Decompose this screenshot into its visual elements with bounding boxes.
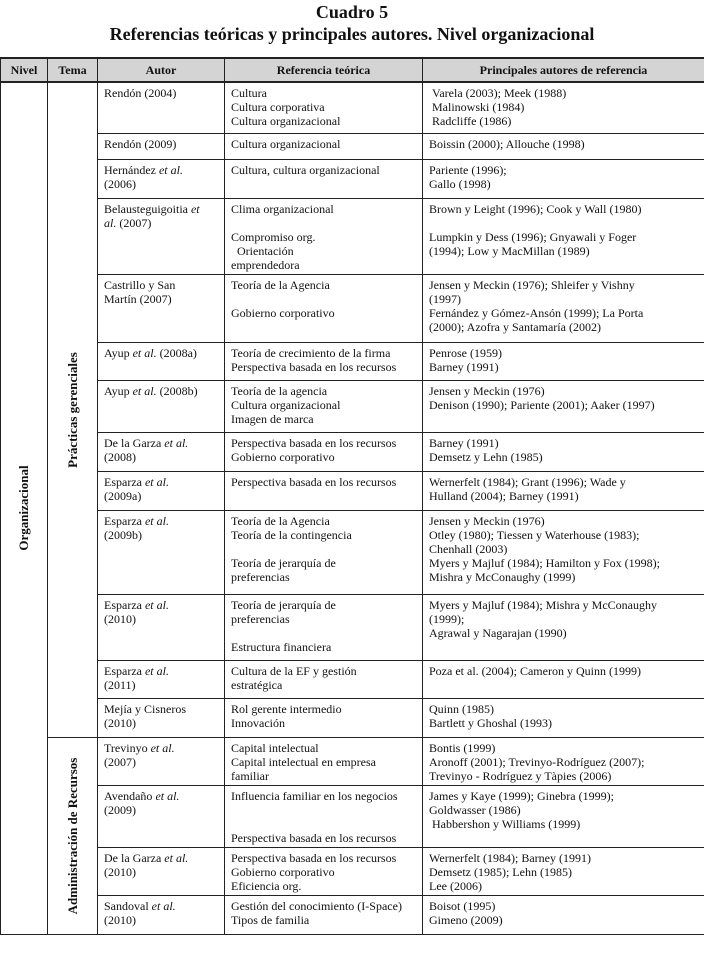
cell-line: Agrawal y Nagarajan (1990) xyxy=(429,625,567,640)
autores-cell xyxy=(423,785,704,847)
cell-line: Wernerfelt (1984); Barney (1991) xyxy=(429,850,591,865)
referencia-cell xyxy=(225,82,423,133)
autor-cell xyxy=(98,82,225,133)
autores-cell xyxy=(423,847,704,895)
cell-line: Belausteguigoitia et xyxy=(104,201,200,216)
table-row xyxy=(1,847,704,895)
cell-line: Esparza et al. xyxy=(104,513,169,528)
autores-cell xyxy=(423,895,704,934)
autor-cell xyxy=(98,847,225,895)
referencia-cell xyxy=(225,737,423,785)
cell-line: Poza et al. (2004); Cameron y Quinn (1999) xyxy=(429,663,641,678)
cell-line: Capital intelectual xyxy=(231,740,319,755)
autores-cell xyxy=(423,594,704,660)
cell-line: Gobierno corporativo xyxy=(231,864,335,879)
cell-line: Lumpkin y Dess (1996); Gnyawali y Foger xyxy=(429,229,637,244)
cell-line: Hernández et al. xyxy=(104,162,183,177)
autor-cell xyxy=(98,198,225,274)
cell-line: (2006) xyxy=(104,176,136,191)
cell-line: Quinn (1985) xyxy=(429,701,494,716)
referencia-cell xyxy=(225,510,423,594)
cell-line: Esparza et al. xyxy=(104,663,169,678)
autor-cell xyxy=(98,895,225,934)
referencia-cell xyxy=(225,594,423,660)
autores-cell xyxy=(423,342,704,380)
table-row xyxy=(1,133,704,159)
cell-line: (1999); xyxy=(429,611,465,626)
cell-line: Ayup et al. (2008b) xyxy=(104,383,198,398)
cell-line: Teoría de la agencia xyxy=(231,383,328,398)
referencia-cell xyxy=(225,895,423,934)
cell-line: Myers y Majluf (1984); Hamilton y Fox (1998); xyxy=(429,555,660,570)
spacer xyxy=(231,803,416,817)
table-caption-number: Cuadro 5 xyxy=(315,2,389,22)
cell-line: Perspectiva basada en los recursos xyxy=(231,474,397,489)
table-row xyxy=(1,198,704,274)
header-autor: Autor xyxy=(98,58,225,82)
cell-line: Teoría de jerarquía de xyxy=(231,597,336,612)
cell-line: Barney (1991) xyxy=(429,359,499,374)
tema-cell xyxy=(48,82,98,737)
table-row xyxy=(1,274,704,342)
cell-line: Cultura corporativa xyxy=(231,100,325,114)
referencia-cell xyxy=(225,342,423,380)
spacer xyxy=(231,817,416,831)
referencia-cell xyxy=(225,380,423,432)
cell-line: Cultura de la EF y gestión xyxy=(231,663,357,678)
cell-line: Compromiso org. xyxy=(231,229,316,244)
table-body xyxy=(1,82,704,934)
tema-label: Administración de Recursos xyxy=(64,757,80,914)
cell-line: (2010) xyxy=(104,611,136,626)
header-nivel: Nivel xyxy=(1,58,48,82)
referencia-cell xyxy=(225,785,423,847)
references-table xyxy=(0,57,704,935)
table-row xyxy=(1,785,704,847)
autor-cell xyxy=(98,159,225,198)
autores-cell xyxy=(423,510,704,594)
cell-line: Gobierno corporativo xyxy=(231,449,335,464)
cell-line: James y Kaye (1999); Ginebra (1999); xyxy=(429,788,614,803)
table-row xyxy=(1,82,704,133)
autores-cell xyxy=(423,432,704,471)
autor-cell xyxy=(98,660,225,698)
cell-line: Otley (1980); Tiessen y Waterhouse (1983); xyxy=(429,527,640,542)
cell-line: Mejía y Cisneros xyxy=(104,701,186,716)
autor-cell xyxy=(98,594,225,660)
cell-line: (2010) xyxy=(104,864,136,879)
cell-line: Barney (1991) xyxy=(429,435,499,450)
autores-cell xyxy=(423,660,704,698)
header-autores: Principales autores de referencia xyxy=(423,58,704,82)
cell-line: Sandoval et al. xyxy=(104,898,176,913)
cell-line: Bontis (1999) xyxy=(429,740,496,755)
table-row xyxy=(1,594,704,660)
cell-line: Trevinyo - Rodríguez y Tàpies (2006) xyxy=(429,768,612,783)
cell-line: Hulland (2004); Barney (1991) xyxy=(429,488,579,503)
autores-cell xyxy=(423,133,704,159)
cell-line: Ayup et al. (2008a) xyxy=(104,345,197,360)
cell-line: Perspectiva basada en los recursos xyxy=(231,359,397,374)
table-row xyxy=(1,432,704,471)
cell-line: Wernerfelt (1984); Grant (1996); Wade y xyxy=(429,474,626,489)
table-caption-title: Referencias teóricas y principales autores. Nivel organizacional xyxy=(109,24,595,44)
cell-line: Gimeno (2009) xyxy=(429,912,503,927)
cell-line: Orientación xyxy=(237,243,294,258)
cell-line: Perspectiva basada en los recursos xyxy=(231,435,397,450)
autor-cell xyxy=(98,274,225,342)
autor-cell xyxy=(98,510,225,594)
table-row xyxy=(1,737,704,785)
table-row xyxy=(1,471,704,510)
cell-line: Fernández y Gómez-Ansón (1999); La Porta xyxy=(429,305,644,320)
cell-line: Rendón (2009) xyxy=(104,136,177,151)
nivel-cell xyxy=(1,82,48,934)
referencia-cell xyxy=(225,471,423,510)
header-tema: Tema xyxy=(48,58,98,82)
cell-line: Perspectiva basada en los recursos xyxy=(231,830,397,845)
referencia-cell xyxy=(225,432,423,471)
cell-line: Castrillo y San xyxy=(104,277,176,292)
tema-cell xyxy=(48,737,98,934)
table-row xyxy=(1,380,704,432)
cell-line: Clima organizacional xyxy=(231,201,334,216)
spacer xyxy=(231,542,416,556)
autores-cell xyxy=(423,698,704,737)
cell-line: al. (2007) xyxy=(104,215,152,230)
referencia-cell xyxy=(225,847,423,895)
cell-line: Cultura organizacional xyxy=(231,397,341,412)
cell-line: emprendedora xyxy=(231,257,300,272)
cell-line: Trevinyo et al. xyxy=(104,740,175,755)
autores-cell xyxy=(423,380,704,432)
cell-line: Radcliffe (1986) xyxy=(432,114,512,128)
cell-line: estratégica xyxy=(231,677,283,692)
cell-line: Goldwasser (1986) xyxy=(429,802,521,817)
cell-line: (2009b) xyxy=(104,527,142,542)
autores-cell xyxy=(423,198,704,274)
cell-line: Teoría de jerarquía de xyxy=(231,555,336,570)
cell-line: Chenhall (2003) xyxy=(429,541,508,556)
cell-line: Avendaño et al. xyxy=(104,788,180,803)
cell-line: Demsetz (1985); Lehn (1985) xyxy=(429,864,572,879)
autores-cell xyxy=(423,274,704,342)
cell-line: (2009a) xyxy=(104,488,142,503)
autor-cell xyxy=(98,342,225,380)
cell-line: Boisot (1995) xyxy=(429,898,496,913)
cell-line: (2000); Azofra y Santamaría (2002) xyxy=(429,319,601,334)
cell-line: Malinowski (1984) xyxy=(432,100,525,114)
autores-cell xyxy=(423,471,704,510)
cell-line: (2010) xyxy=(104,912,136,927)
cell-line: Cultura organizacional xyxy=(231,136,341,151)
table-row xyxy=(1,159,704,198)
autores-cell xyxy=(423,737,704,785)
table-row xyxy=(1,660,704,698)
referencia-cell xyxy=(225,159,423,198)
autor-cell xyxy=(98,698,225,737)
cell-line: Teoría de la contingencia xyxy=(231,527,352,542)
cell-line: Eficiencia org. xyxy=(231,878,302,893)
cell-line: Esparza et al. xyxy=(104,474,169,489)
cell-line: Teoría de la Agencia xyxy=(231,513,330,528)
cell-line: Innovación xyxy=(231,715,285,730)
cell-line: Jensen y Meckin (1976); Shleifer y Vishny xyxy=(429,277,635,292)
header-referencia: Referencia teórica xyxy=(225,58,423,82)
cell-line: Lee (2006) xyxy=(429,878,482,893)
cell-line: Myers y Majluf (1984); Mishra y McConaughy xyxy=(429,597,657,612)
cell-line: Gestión del conocimiento (I-Space) xyxy=(231,898,402,913)
autores-cell xyxy=(423,82,704,133)
cell-line: Capital intelectual en empresa xyxy=(231,754,376,769)
cell-line: Tipos de familia xyxy=(231,912,310,927)
spacer xyxy=(231,292,416,306)
cell-line: Rol gerente intermedio xyxy=(231,701,342,716)
cell-line: Esparza et al. xyxy=(104,597,169,612)
cell-line: Teoría de la Agencia xyxy=(231,277,330,292)
cell-line: Imagen de marca xyxy=(231,411,314,426)
table-row xyxy=(1,510,704,594)
cell-line: De la Garza et al. xyxy=(104,850,189,865)
cell-line: Rendón (2004) xyxy=(104,86,177,100)
cell-line: Habbershon y Williams (1999) xyxy=(432,816,581,831)
autores-cell xyxy=(423,159,704,198)
cell-line: Bartlett y Ghoshal (1993) xyxy=(429,715,552,730)
cell-line: (2009) xyxy=(104,802,136,817)
table-row xyxy=(1,895,704,934)
cell-line: Gobierno corporativo xyxy=(231,305,335,320)
cell-line: Cultura, cultura organizacional xyxy=(231,162,380,177)
header-row xyxy=(1,58,704,82)
spacer xyxy=(231,216,416,230)
autor-cell xyxy=(98,471,225,510)
cell-line: (2010) xyxy=(104,715,136,730)
cell-line: Pariente (1996); xyxy=(429,162,507,177)
cell-line: Denison (1990); Pariente (2001); Aaker (1997) xyxy=(429,397,655,412)
cell-line: Varela (2003); Meek (1988) xyxy=(432,86,567,100)
cell-line: Cultura xyxy=(231,86,267,100)
referencia-cell xyxy=(225,660,423,698)
autor-cell xyxy=(98,737,225,785)
cell-line: Aronoff (2001); Trevinyo-Rodríguez (2007); xyxy=(429,754,645,769)
cell-line: Estructura financiera xyxy=(231,639,332,654)
cell-line: Boissin (2000); Allouche (1998) xyxy=(429,136,585,151)
cell-line: Perspectiva basada en los recursos xyxy=(231,850,397,865)
cell-line: Penrose (1959) xyxy=(429,345,502,360)
cell-line: (2008) xyxy=(104,449,136,464)
nivel-label: Organizacional xyxy=(16,465,31,551)
autor-cell xyxy=(98,380,225,432)
cell-line: (1994); Low y MacMillan (1989) xyxy=(429,243,590,258)
cell-line: Mishra y McConaughy (1999) xyxy=(429,569,576,584)
cell-line: (2007) xyxy=(104,754,136,769)
table-row xyxy=(1,698,704,737)
cell-line: Demsetz y Lehn (1985) xyxy=(429,449,543,464)
spacer xyxy=(429,216,698,230)
cell-line: familiar xyxy=(231,768,269,783)
cell-line: De la Garza et al. xyxy=(104,435,189,450)
cell-line: Martín (2007) xyxy=(104,291,172,306)
cell-line: Cultura organizacional xyxy=(231,114,341,128)
cell-line: Gallo (1998) xyxy=(429,176,491,191)
referencia-cell xyxy=(225,698,423,737)
referencia-cell xyxy=(225,133,423,159)
cell-line: preferencias xyxy=(231,569,290,584)
cell-line: Jensen y Meckin (1976) xyxy=(429,513,545,528)
cell-line: Influencia familiar en los negocios xyxy=(231,788,398,803)
cell-line: preferencias xyxy=(231,611,290,626)
referencia-cell xyxy=(225,198,423,274)
tema-label: Prácticas gerenciales xyxy=(64,351,80,468)
cell-line: (2011) xyxy=(104,677,136,692)
autor-cell xyxy=(98,133,225,159)
spacer xyxy=(231,626,416,640)
referencia-cell xyxy=(225,274,423,342)
autor-cell xyxy=(98,785,225,847)
cell-line: (1997) xyxy=(429,291,461,306)
cell-line: Jensen y Meckin (1976) xyxy=(429,383,545,398)
cell-line: Teoría de crecimiento de la firma xyxy=(231,345,391,360)
table-row xyxy=(1,342,704,380)
autor-cell xyxy=(98,432,225,471)
cell-line: Brown y Leight (1996); Cook y Wall (1980) xyxy=(429,201,642,216)
